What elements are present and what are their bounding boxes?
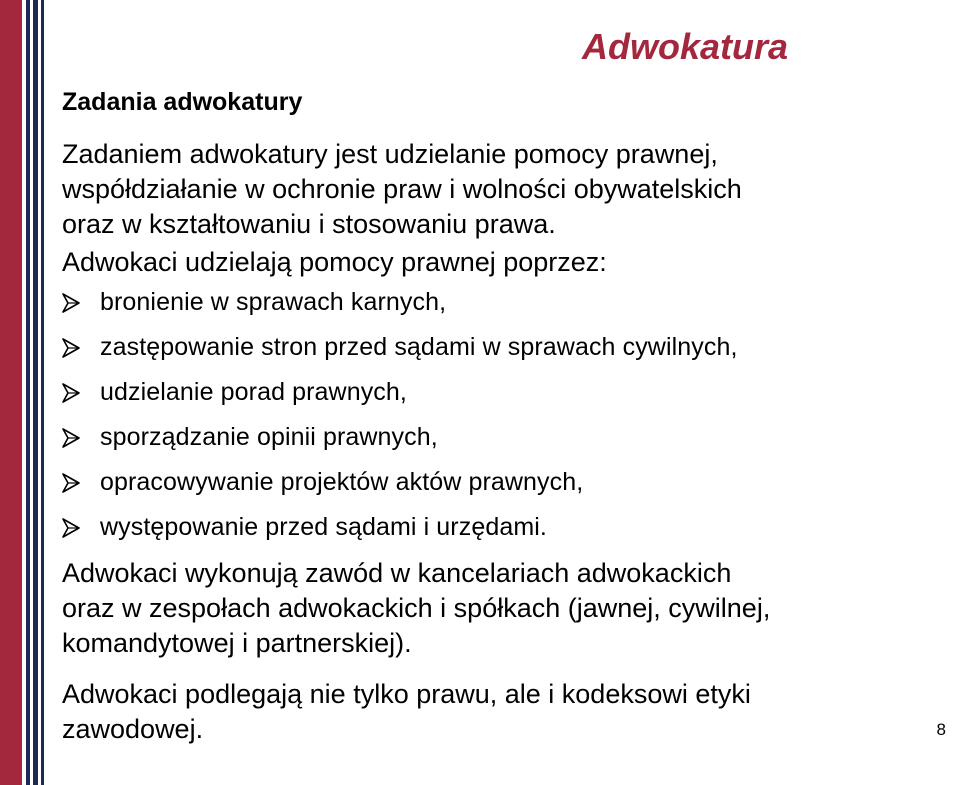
list-item-text: występowanie przed sądami i urzędami. (100, 513, 547, 541)
list-item-text: zastępowanie stron przed sądami w sprawach cywilnych, (100, 333, 738, 361)
arrowhead-bullet-icon (62, 338, 100, 358)
ethics-line: Adwokaci podlegają nie tylko prawu, ale i kodeksowi etyki (62, 679, 751, 709)
stripe-navy (41, 0, 44, 785)
ethics-paragraph (62, 677, 942, 747)
list-item (62, 280, 942, 325)
list-item (62, 415, 942, 460)
intro-line: oraz w kształtowaniu i stosowaniu prawa. (62, 209, 556, 239)
list-item (62, 460, 942, 505)
page-number: 8 (936, 720, 946, 739)
slide-title: Adwokatura (581, 26, 789, 67)
arrowhead-bullet-icon (62, 293, 100, 313)
list-item (62, 370, 942, 415)
list-item-text: opracowywanie projektów aktów prawnych, (100, 468, 584, 496)
slide-body (62, 137, 942, 747)
intro-line: Zadaniem adwokatury jest udzielanie pomocy prawnej, (62, 139, 718, 169)
arrowhead-bullet-icon (62, 518, 100, 538)
ethics-line: zawodowej. (62, 714, 204, 744)
list-item-text: sporządzanie opinii prawnych, (100, 423, 438, 451)
intro-paragraph (62, 137, 942, 242)
arrowhead-bullet-icon (62, 383, 100, 403)
practice-line: Adwokaci wykonują zawód w kancelariach adwokackich (62, 558, 732, 588)
list-item (62, 505, 942, 550)
decorative-side-stripes (0, 0, 44, 785)
practice-line: oraz w zespołach adwokackich i spółkach (jawnej, cywilnej, (62, 593, 771, 623)
lead-in-text: Adwokaci udzielają pomocy prawnej poprzez: (62, 247, 607, 277)
arrowhead-bullet-icon (62, 473, 100, 493)
section-heading: Zadania adwokatury (62, 88, 303, 116)
list-item (62, 325, 942, 370)
practice-line: komandytowej i partnerskiej). (62, 628, 412, 658)
intro-line: współdziałanie w ochronie praw i wolności obywatelskich (62, 174, 742, 204)
list-item-text: bronienie w sprawach karnych, (100, 288, 447, 316)
services-list (62, 280, 942, 550)
list-item-text: udzielanie porad prawnych, (100, 378, 407, 406)
stripe-red (0, 0, 22, 785)
practice-paragraph (62, 556, 942, 661)
arrowhead-bullet-icon (62, 428, 100, 448)
